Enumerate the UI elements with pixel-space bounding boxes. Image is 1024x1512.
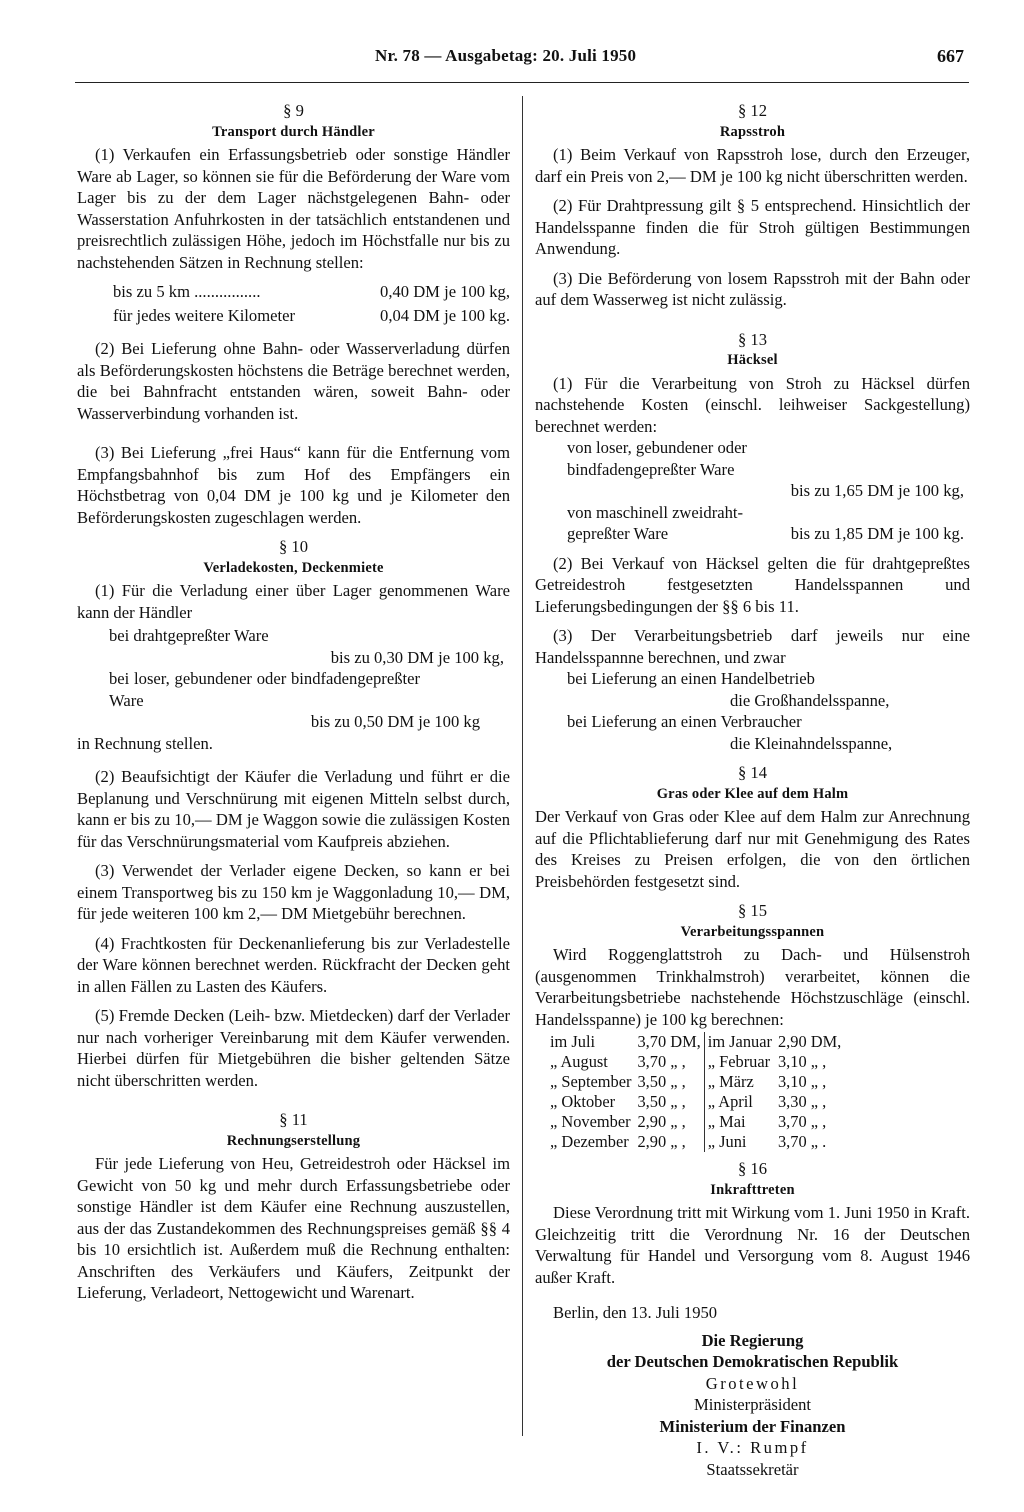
section-15-para-1: Wird Roggenglattstroh zu Dach- und Hülsenstroh (ausgenommen Trinkhalmstroh) verarbeitet, können die Verarbeitungsbetriebe nachstehende Höchstzuschläge (einschl. Handelsspanne) je 100 kg berechnen:: [535, 945, 970, 1029]
section-15-number: § 15: [737, 901, 768, 920]
month-left: „ Oktober: [550, 1092, 616, 1111]
value-right: 2,90 DM,: [777, 1032, 842, 1051]
surcharge-row: [547, 1032, 844, 1052]
s10-item-1-label: bei drahtgepreßter Ware: [109, 626, 269, 645]
s13-item-1-label-b: bindfadengepreßter Ware: [567, 459, 735, 479]
issue-line: Nr. 78 — Ausgabetag: 20. Juli 1950: [375, 46, 637, 65]
sign-name-1: Grotewohl: [705, 1373, 800, 1393]
s13-a1b: die Großhandelsspanne,: [730, 690, 890, 710]
section-12-para-1: (1) Beim Verkauf von Rapsstroh lose, durch den Erzeuger, darf ein Preis von 2,— DM je 100 kg nicht überschritten werden.: [535, 145, 970, 186]
rate-line-1: [77, 281, 510, 303]
sign-ministry: Ministerium der Finanzen: [659, 1416, 846, 1436]
value-right: 3,30 „ ,: [777, 1092, 827, 1111]
section-11-number: § 11: [279, 1110, 308, 1129]
section-13-number: § 13: [737, 329, 768, 349]
section-9-para-2: (2) Bei Lieferung ohne Bahn- oder Wasserverladung dürfen als Beförderungskosten höchstens die Beträge berechnet werden, die bei Bahnfracht entstanden wären, soweit Bahn- oder Wasserverbindung vorhanden ist.: [77, 339, 510, 423]
s13-item-1-value: bis zu 1,65 DM je 100 kg,: [790, 481, 964, 500]
section-16-para-1: Diese Verordnung tritt mit Wirkung vom 1. Juni 1950 in Kraft. Gleichzeitig tritt die Verordnung Nr. 16 der Deutschen Verwaltung für Handel und Versorgung vom 8. August 1946 außer Kraft.: [535, 1203, 970, 1287]
value-left: 2,90 „ ,: [637, 1112, 686, 1131]
s10-item-2-value: bis zu 0,50 DM je 100 kg: [310, 712, 480, 731]
section-10-para-5: (5) Fremde Decken (Leih- bzw. Mietdecken) darf der Verlader nur nach vorheriger Vereinbarung mit dem Käufer verwenden. Hierbei dürfen für Mietgebühren die bisher geltenden Sätze nicht überschritten werden.: [77, 1006, 510, 1090]
s13-a2b: die Kleinahndelsspanne,: [730, 733, 893, 753]
section-14-para-1: Der Verkauf von Gras oder Klee auf dem Halm zur Anrechnung auf die Pflichtablieferung darf nur mit Genehmigung des Rates des Kreises zu Preisen erfolgen, die von den örtlichen Preisbehörden festgesetzt sind.: [535, 807, 970, 891]
s13-item-2-value: bis zu 1,85 DM je 100 kg.: [790, 524, 964, 543]
section-13-para-2: (2) Bei Verkauf von Häcksel gelten die für drahtgepreßtes Getreidestroh festgesetzten Handelsspannen und Lieferungsbedingungen der §§ 6 bis 11.: [535, 553, 970, 616]
left-column: [77, 100, 510, 1312]
value-right: 3,70 „ ,: [777, 1112, 827, 1131]
s13-item-2-label-b: gepreßter Ware: [567, 524, 669, 543]
month-right: „ Mai: [704, 1112, 775, 1132]
section-11-para-1: Für jede Lieferung von Heu, Getreidestroh oder Häcksel im Gewicht von 50 kg und mehr durch Erfassungsbetriebe oder sonstige Händler ist dem Käufer eine Rechnung auszustellen, aus der das Zustandekommen des Rechnungspreises gemäß §§ 4 bis 10 ersichtlich ist. Außerdem muß die Rechnung enthalten: Anschriften des Verkäufers und Käufers, Zeitpunkt der Lieferung, Verladeort, Nettogewicht und Warenart.: [77, 1154, 510, 1302]
month-right: „ Juni: [704, 1132, 775, 1152]
header-rule: [75, 82, 969, 83]
value-left: 2,90 „ ,: [637, 1132, 686, 1151]
page-number: 667: [937, 46, 964, 66]
value-right: 3,10 „ ,: [777, 1052, 827, 1071]
surcharge-row: [547, 1052, 844, 1072]
value-right: 3,10 „ ,: [777, 1072, 827, 1091]
sign-role-2: Staatssekretär: [706, 1459, 799, 1479]
s13-a1: bei Lieferung an einen Handelbetrieb: [567, 669, 815, 688]
section-10-para-3: (3) Verwendet der Verlader eigene Decken, so kann er bei einem Transportweg bis zu 150 km je Waggonladung 10,— DM, für jede weiteren 100 km 2,— DM Mietgebühr berechnen.: [77, 861, 510, 923]
section-9-para-3: (3) Bei Lieferung „frei Haus“ kann für die Entfernung vom Empfangsbahnhof bis zum Hof des Empfängers ein Höchstbetrag von 0,04 DM je 100 kg und je Kilometer den Beförderungskosten zugeschlagen werden.: [77, 443, 510, 527]
section-12-title: Rapsstroh: [719, 123, 786, 140]
value-left: 3,70 „ ,: [637, 1052, 686, 1071]
section-9-para-1: (1) Verkaufen ein Erfassungsbetrieb oder sonstige Händler Ware ab Lager, so können sie für die Beförderung der Ware vom Lager bis zu der dem Lager nächstgelegenen Bahn- oder Wasserstation Anfuhrkosten in der tatsächlich entstandenen und preisrechtlich zulässigen Höhe, jedoch im Höchstfalle nur bis zu nachstehenden Sätzen in Rechnung stellen:: [77, 145, 510, 272]
rate-line-2-value: 0,04 DM je 100 kg.: [380, 305, 510, 325]
sign-gov-1: Die Regierung: [701, 1330, 804, 1350]
month-left: im Juli: [550, 1032, 596, 1051]
rate-line-2: [77, 305, 510, 327]
month-right: „ April: [704, 1092, 775, 1112]
s10-item-end: in Rechnung stellen.: [77, 733, 213, 753]
surcharge-row: [547, 1072, 844, 1092]
month-left: „ Dezember: [550, 1132, 629, 1151]
month-right: im Januar: [704, 1032, 775, 1052]
rate-line-2-label: für jedes weitere Kilometer: [113, 305, 295, 325]
right-column: [535, 100, 970, 1480]
column-divider: [522, 96, 523, 1436]
section-12-para-3: (3) Die Beförderung von losem Rapsstroh mit der Bahn oder auf dem Wasserweg ist nicht zulässig.: [535, 268, 970, 309]
section-14-number: § 14: [737, 763, 768, 782]
surcharge-row: [547, 1092, 844, 1112]
section-13-para-3: (3) Der Verarbeitungsbetrieb darf jeweils nur eine Handelsspannne berechnen, und zwar: [535, 626, 970, 667]
section-10-para-1: (1) Für die Verladung einer über Lager genommenen Ware kann der Händler: [77, 581, 510, 622]
section-9-title: Transport durch Händler: [212, 123, 375, 140]
section-15-title: Verarbeitungsspannen: [680, 923, 825, 940]
month-right: „ Februar: [704, 1052, 775, 1072]
section-12-para-2: (2) Für Drahtpressung gilt § 5 entsprechend. Hinsichtlich der Handelsspanne finden die für Stroh gültigen Bestimmungen Anwendung.: [535, 196, 970, 258]
s13-a2: bei Lieferung an einen Verbraucher: [567, 712, 802, 731]
value-left: 3,50 „ ,: [637, 1072, 686, 1091]
month-left: „ August: [550, 1052, 608, 1071]
section-16-title: Inkrafttreten: [710, 1181, 795, 1198]
section-12-number: § 12: [737, 101, 768, 120]
s10-item-1-value: bis zu 0,30 DM je 100 kg,: [330, 647, 504, 667]
month-left: „ September: [550, 1072, 632, 1091]
sign-role-1: Ministerpräsident: [693, 1395, 812, 1414]
section-9-number: § 9: [283, 101, 304, 120]
month-right: „ März: [704, 1072, 775, 1092]
sign-place-date: Berlin, den 13. Juli 1950: [553, 1303, 718, 1322]
section-11-title: Rechnungserstellung: [226, 1132, 361, 1149]
value-left: 3,50 „ ,: [637, 1092, 686, 1111]
surcharge-table: [547, 1032, 844, 1152]
s13-item-2-line: [535, 523, 970, 545]
page-header: [0, 46, 1024, 76]
section-13-para-1: (1) Für die Verarbeitung von Stroh zu Häcksel dürfen nachstehende Kosten (einschl. leihweiser Sackgestellung) berechnet werden:: [535, 373, 970, 436]
rate-line-1-value: 0,40 DM je 100 kg,: [380, 282, 510, 301]
section-10-para-4: (4) Frachtkosten für Deckenanlieferung bis zur Verladestelle der Ware können berechnet werden. Rückfracht der Decken geht in allen Fällen zu Lasten des Käufers.: [77, 933, 510, 996]
s10-item-2-label: bei loser, gebundener oder bindfadengepreßter Ware: [109, 669, 420, 710]
sign-gov-2: der Deutschen Demokratischen Republik: [606, 1352, 899, 1371]
surcharge-row: [547, 1132, 844, 1152]
value-left: 3,70 DM,: [637, 1032, 701, 1051]
section-10-title: Verladekosten, Deckenmiete: [203, 559, 384, 576]
s13-item-2-label: von maschinell zweidraht-: [567, 502, 744, 522]
value-right: 3,70 „ .: [777, 1132, 827, 1151]
surcharge-row: [547, 1112, 844, 1132]
section-13-title: Häcksel: [727, 352, 778, 368]
rate-line-1-label: bis zu 5 km ................: [113, 282, 261, 301]
section-14-title: Gras oder Klee auf dem Halm: [656, 785, 849, 802]
section-16-number: § 16: [737, 1159, 768, 1178]
section-10-number: § 10: [278, 537, 309, 556]
s13-item-1-label: von loser, gebundener oder: [567, 438, 747, 457]
section-10-para-2: (2) Beaufsichtigt der Käufer die Verladung und führt er die Beplanung und Verschnürung mit eigenen Mitteln selbst durch, kann er bis zu 10,— DM je Waggon sowie die zulässigen Kosten für das Verschnürungsmaterial vom Kaufpreis abziehen.: [77, 767, 510, 851]
sign-name-2: I. V.: Rumpf: [696, 1438, 809, 1457]
month-left: „ November: [550, 1112, 631, 1131]
